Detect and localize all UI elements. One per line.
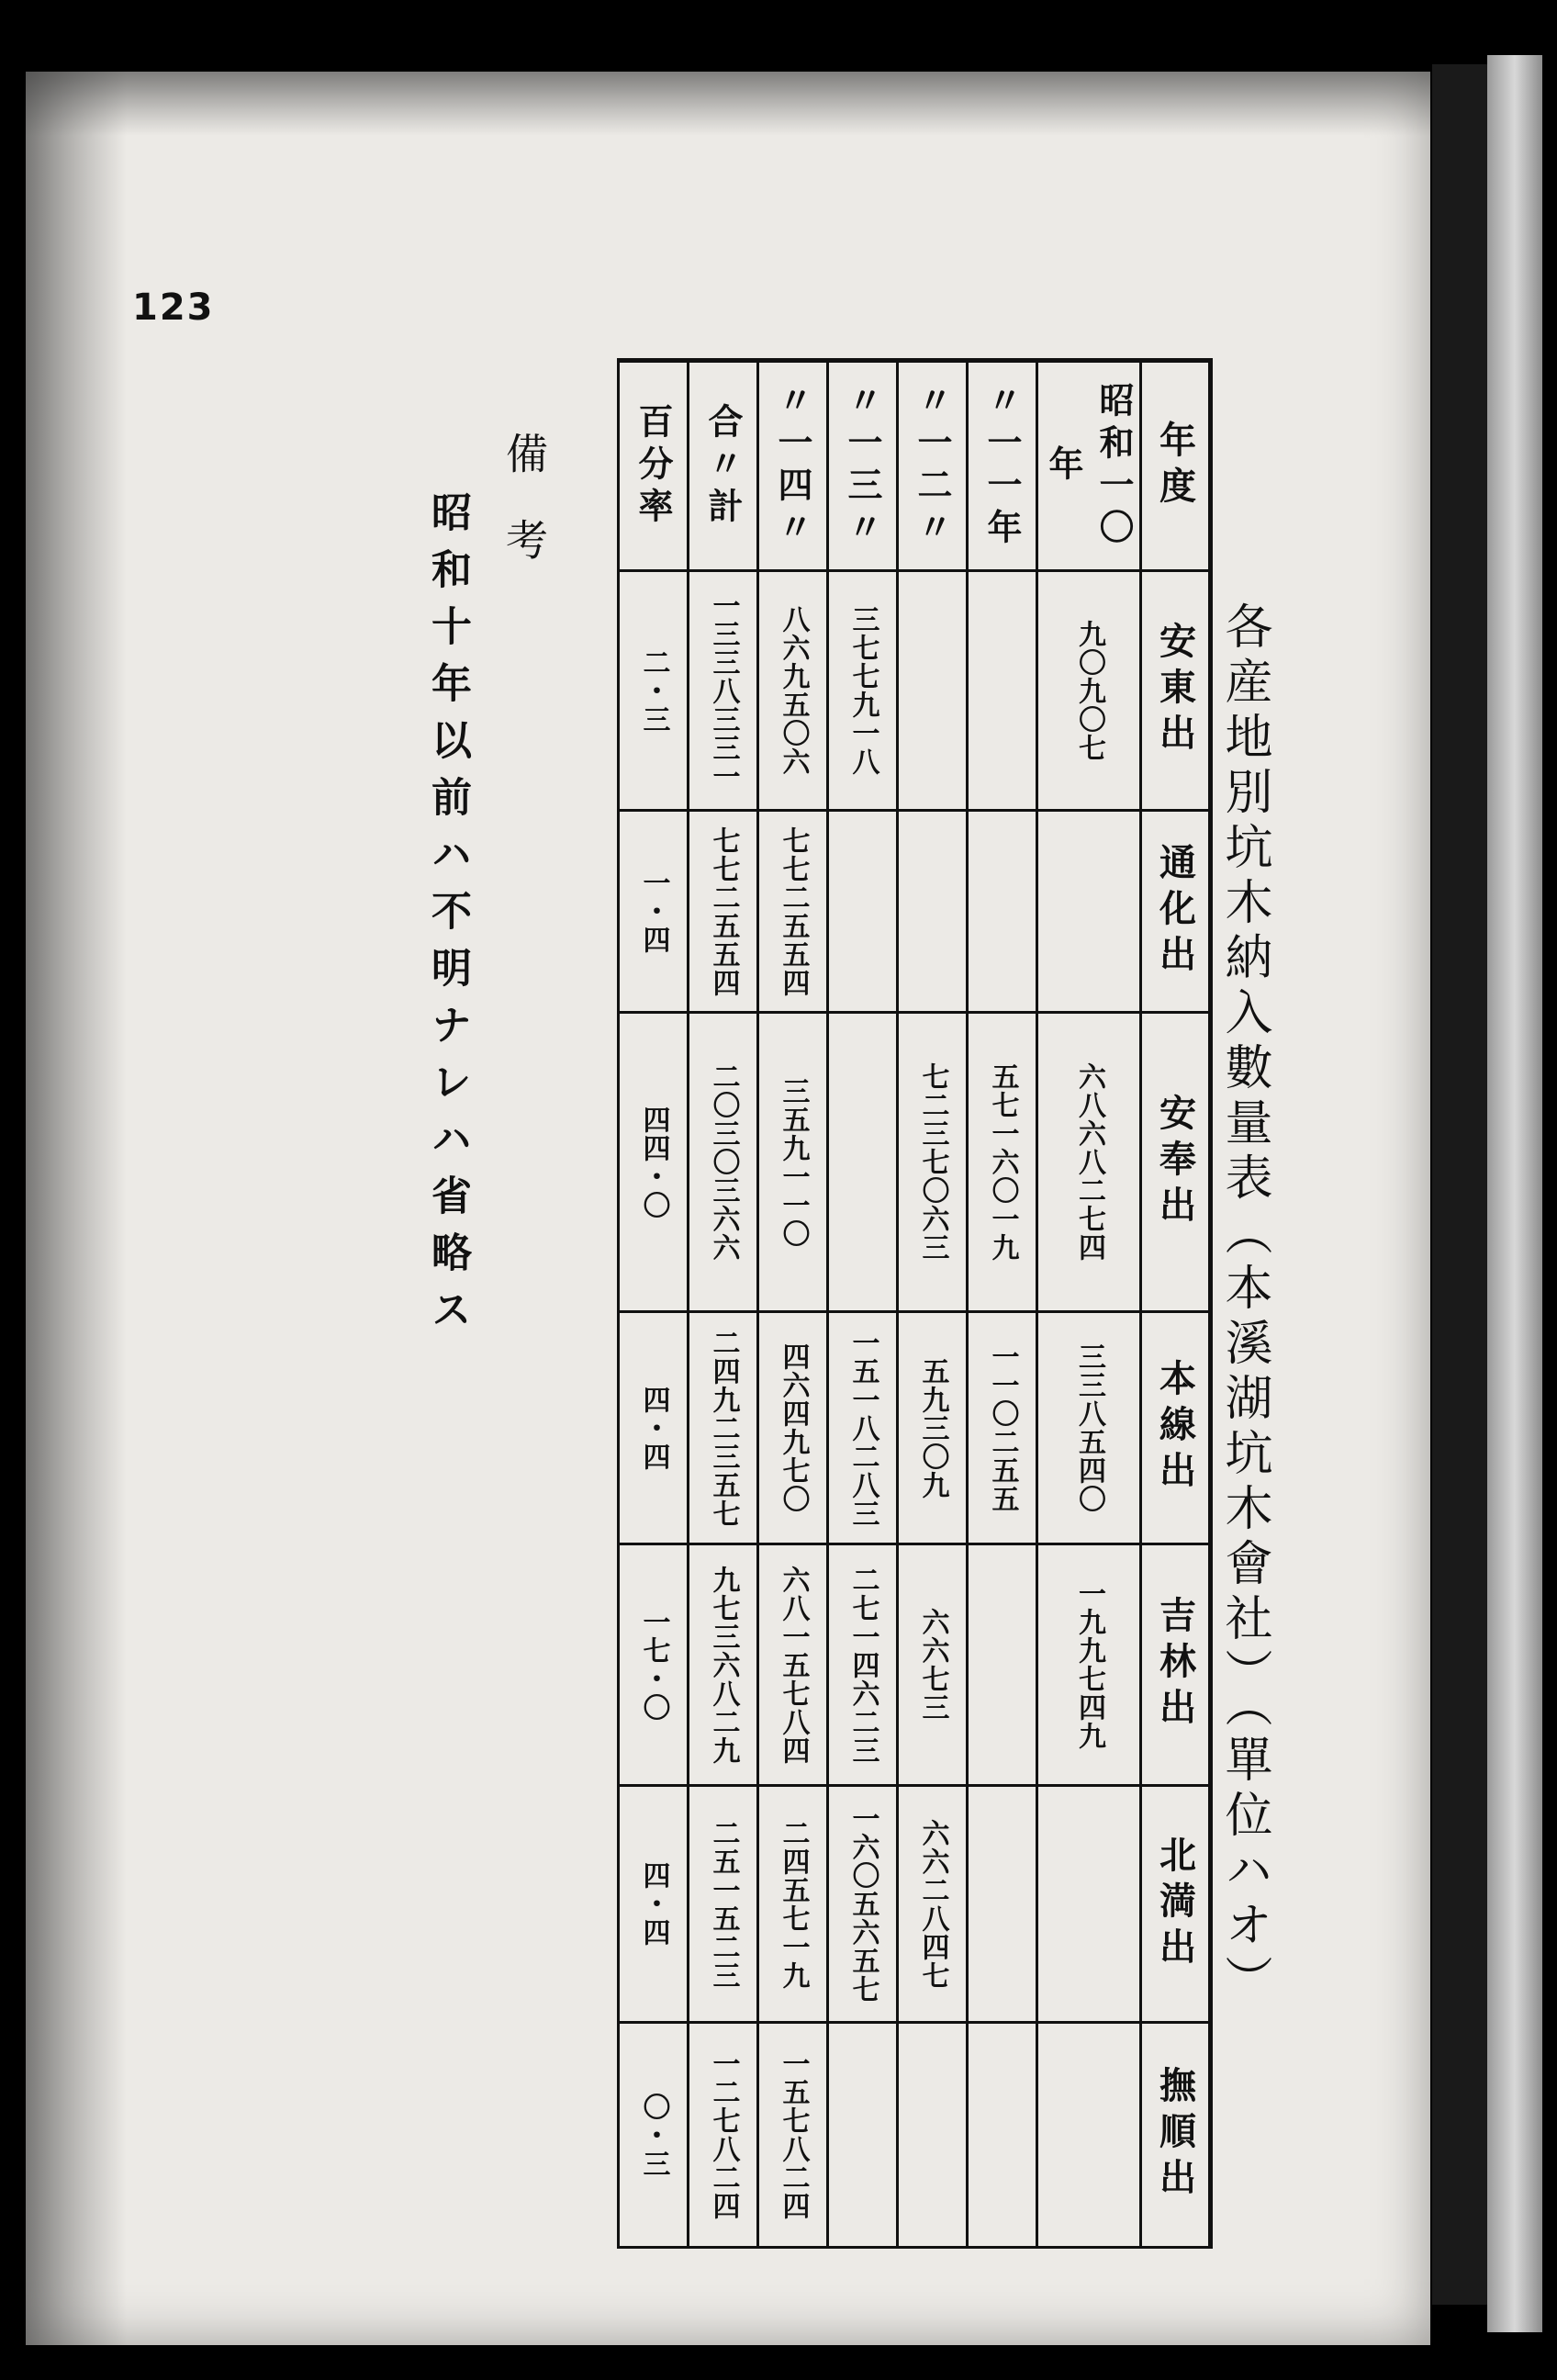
table-cell: 一五七八二四 xyxy=(758,2023,828,2248)
header-cell-jilin: 吉林出 xyxy=(1141,1544,1211,1786)
table-cell: 一二七八二四 xyxy=(689,2023,758,2248)
table-cell xyxy=(828,1013,898,1312)
table-cell: 三七七九一八 xyxy=(828,571,898,811)
table-row xyxy=(898,361,968,2248)
table-cell xyxy=(968,811,1037,1013)
table-cell: 〇・三 xyxy=(619,2023,689,2248)
table-cell: 一三三八三三一 xyxy=(689,571,758,811)
row-label: 〃一三〃 xyxy=(828,361,898,571)
table-cell: 二七一四六二三 xyxy=(828,1544,898,1786)
table-row xyxy=(1037,361,1141,2248)
timber-delivery-table xyxy=(617,358,1213,2249)
table-header-row xyxy=(1141,361,1211,2248)
row-label: 合〃計 xyxy=(689,361,758,571)
table-cell: 二五一五二三 xyxy=(689,1786,758,2023)
table-cell xyxy=(968,571,1037,811)
table-cell: 六八六八二七四 xyxy=(1037,1013,1141,1312)
row-label: 〃一一年 xyxy=(968,361,1037,571)
table-title: 各産地別坑木納入數量表（本溪湖坑木會社）（單位ハオ） xyxy=(1216,601,1271,2010)
header-cell-tonghua: 通化出 xyxy=(1141,811,1211,1013)
table-cell: 一七・〇 xyxy=(619,1544,689,1786)
page-number: 123 xyxy=(132,286,215,329)
notes-heading: 備考 xyxy=(499,432,549,604)
header-cell-anfeng: 安奉出 xyxy=(1141,1013,1211,1312)
header-cell-andong: 安東出 xyxy=(1141,571,1211,811)
table-cell: 九〇九〇七 xyxy=(1037,571,1141,811)
table-row-total xyxy=(689,361,758,2248)
book-page-edge xyxy=(1487,55,1542,2332)
table-cell: 二四九二三五七 xyxy=(689,1312,758,1544)
book-binding xyxy=(1432,64,1487,2305)
table-cell: 二四五七一九 xyxy=(758,1786,828,2023)
table-cell: 三五九一一〇 xyxy=(758,1013,828,1312)
table-cell xyxy=(828,811,898,1013)
row-label: 〃一二〃 xyxy=(898,361,968,571)
header-cell-mainline: 本線出 xyxy=(1141,1312,1211,1544)
table-row xyxy=(758,361,828,2248)
table-cell: 九七三六八二九 xyxy=(689,1544,758,1786)
table-cell: 四六四九七〇 xyxy=(758,1312,828,1544)
table-cell: 四四・〇 xyxy=(619,1013,689,1312)
row-label: 昭和一〇年 xyxy=(1037,361,1141,571)
header-cell-beiman: 北満出 xyxy=(1141,1786,1211,2023)
table-cell: 六六七三 xyxy=(898,1544,968,1786)
table-row xyxy=(828,361,898,2248)
table-cell: 二〇三〇三六六 xyxy=(689,1013,758,1312)
table-cell: 八六九五〇六 xyxy=(758,571,828,811)
table-cell xyxy=(898,571,968,811)
row-label: 〃一四〃 xyxy=(758,361,828,571)
table-cell: 一・四 xyxy=(619,811,689,1013)
table-cell: 一一〇二五五 xyxy=(968,1312,1037,1544)
table-cell: 五七一六〇一九 xyxy=(968,1013,1037,1312)
table-cell: 四・四 xyxy=(619,1312,689,1544)
table-cell: 七二三七〇六三 xyxy=(898,1013,968,1312)
table-cell xyxy=(898,2023,968,2248)
table-cell: 五九三〇九 xyxy=(898,1312,968,1544)
table-cell: 七七二五五四 xyxy=(689,811,758,1013)
table-cell: 一六〇五六五七 xyxy=(828,1786,898,2023)
table-cell xyxy=(968,2023,1037,2248)
header-cell-year: 年度 xyxy=(1141,361,1211,571)
table-cell: 六六二八四七 xyxy=(898,1786,968,2023)
table-cell: 一九九七四九 xyxy=(1037,1544,1141,1786)
table-row-percentage xyxy=(619,361,689,2248)
table-cell xyxy=(898,811,968,1013)
header-cell-fushun: 撫順出 xyxy=(1141,2023,1211,2248)
table-row xyxy=(968,361,1037,2248)
notes-body: 昭和十年以前ハ不明ナレハ省略ス xyxy=(424,491,471,1345)
table-cell xyxy=(1037,1786,1141,2023)
table-cell: 三三八五四〇 xyxy=(1037,1312,1141,1544)
table-cell: 六八一五七八四 xyxy=(758,1544,828,1786)
table-cell: 四・四 xyxy=(619,1786,689,2023)
table-cell xyxy=(1037,811,1141,1013)
table-cell xyxy=(828,2023,898,2248)
table-cell xyxy=(1037,2023,1141,2248)
table-cell: 一五一八二八三 xyxy=(828,1312,898,1544)
table-cell xyxy=(968,1544,1037,1786)
table-cell: 七七二五五四 xyxy=(758,811,828,1013)
table-cell xyxy=(968,1786,1037,2023)
table-cell: 二・三 xyxy=(619,571,689,811)
row-label: 百分率 xyxy=(619,361,689,571)
